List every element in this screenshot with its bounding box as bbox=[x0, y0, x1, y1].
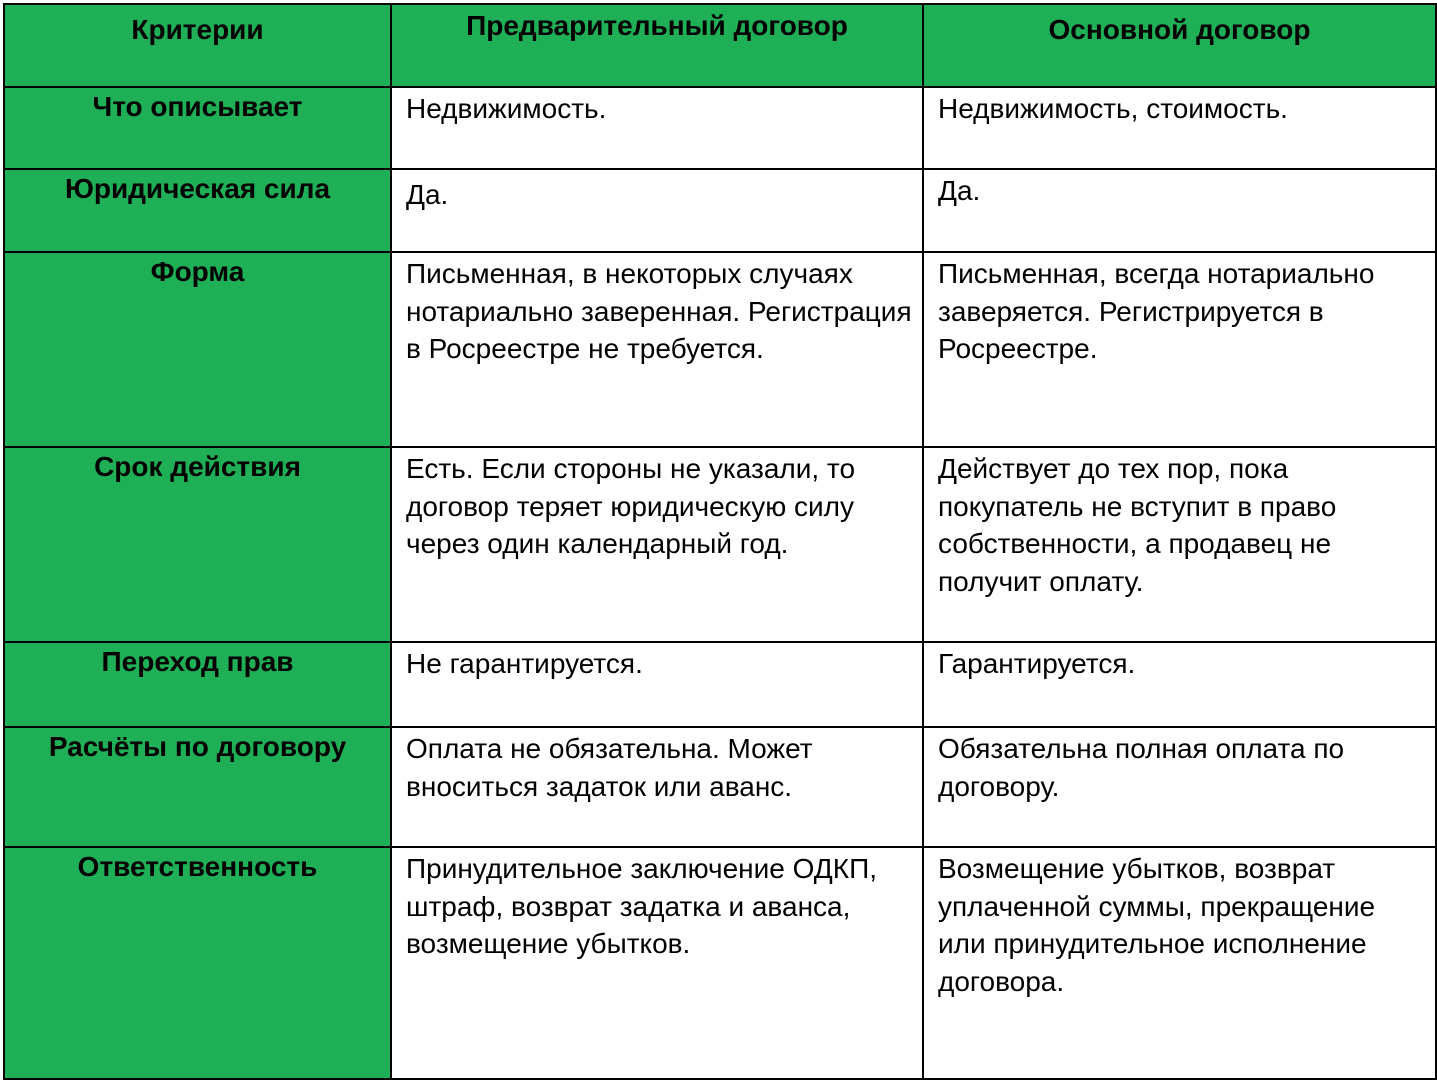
table-row bbox=[4, 252, 1436, 447]
criterion-cell: Переход прав bbox=[4, 642, 391, 727]
preliminary-cell: Да. bbox=[391, 169, 923, 252]
main-cell: Да. bbox=[923, 169, 1436, 252]
criterion-cell: Расчёты по договору bbox=[4, 727, 391, 847]
main-cell: Действует до тех пор, пока покупатель не вступит в право собственности, а продавец не получит оплату. bbox=[923, 447, 1436, 642]
header-preliminary-contract: Предварительный договор bbox=[391, 4, 923, 87]
header-row bbox=[4, 4, 1436, 87]
main-cell: Возмещение убытков, возврат уплаченной суммы, прекращение или принудительное исполнение договора. bbox=[923, 847, 1436, 1079]
criterion-cell: Форма bbox=[4, 252, 391, 447]
criterion-cell: Что описывает bbox=[4, 87, 391, 169]
table-row bbox=[4, 447, 1436, 642]
table-row bbox=[4, 169, 1436, 252]
table-row bbox=[4, 727, 1436, 847]
header-criteria: Критерии bbox=[4, 4, 391, 87]
criterion-cell: Юридическая сила bbox=[4, 169, 391, 252]
main-cell: Письменная, всегда нотариально заверяется. Регистрируется в Росреестре. bbox=[923, 252, 1436, 447]
table-row bbox=[4, 847, 1436, 1079]
criterion-cell: Срок действия bbox=[4, 447, 391, 642]
main-cell: Недвижимость, стоимость. bbox=[923, 87, 1436, 169]
preliminary-cell: Не гарантируется. bbox=[391, 642, 923, 727]
preliminary-cell: Письменная, в некоторых случаях нотариально заверенная. Регистрация в Росреестре не требуется. bbox=[391, 252, 923, 447]
comparison-table bbox=[3, 3, 1437, 1080]
header-main-contract: Основной договор bbox=[923, 4, 1436, 87]
criterion-cell: Ответственность bbox=[4, 847, 391, 1079]
preliminary-cell: Оплата не обязательна. Может вноситься задаток или аванс. bbox=[391, 727, 923, 847]
preliminary-cell: Недвижимость. bbox=[391, 87, 923, 169]
table-row bbox=[4, 642, 1436, 727]
preliminary-cell: Есть. Если стороны не указали, то договор теряет юридическую силу через один календарный год. bbox=[391, 447, 923, 642]
table-row bbox=[4, 87, 1436, 169]
main-cell: Гарантируется. bbox=[923, 642, 1436, 727]
main-cell: Обязательна полная оплата по договору. bbox=[923, 727, 1436, 847]
preliminary-cell: Принудительное заключение ОДКП, штраф, возврат задатка и аванса, возмещение убытков. bbox=[391, 847, 923, 1079]
